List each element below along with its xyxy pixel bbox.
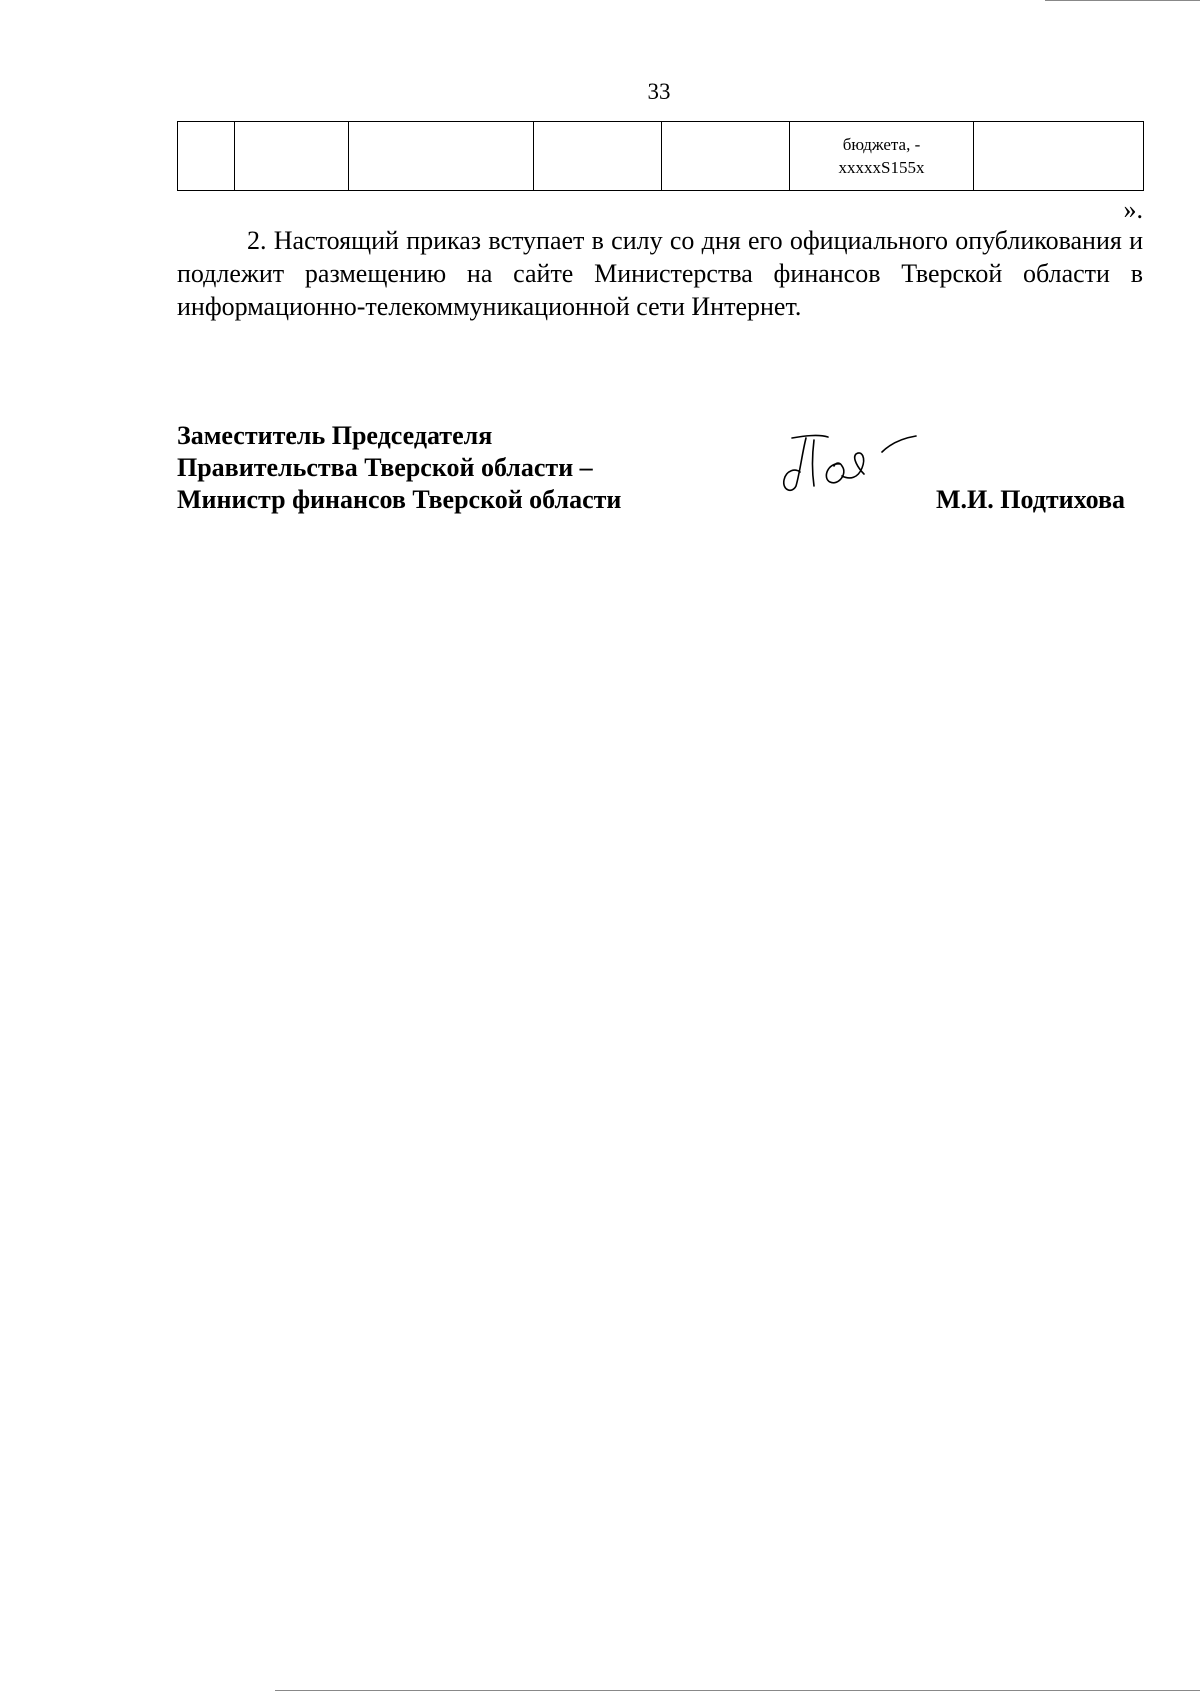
table-row [178, 122, 1144, 191]
signature-block [177, 420, 1143, 520]
table-cell [178, 122, 235, 191]
closing-quote: ». [1123, 195, 1143, 224]
table-cell [349, 122, 534, 191]
page-number: 33 [647, 79, 671, 104]
table-cell [235, 122, 349, 191]
handwritten-signature [770, 428, 930, 508]
signer-title [177, 420, 621, 516]
signer-title-line: Правительства Тверской области – [177, 453, 593, 482]
table-cell [534, 122, 662, 191]
table-cell [974, 122, 1144, 191]
scan-edge-line [1045, 0, 1200, 1]
scan-edge-line [275, 1690, 1200, 1691]
budget-table-fragment [177, 121, 1144, 191]
cell-text-line: бюджета, - [842, 135, 921, 154]
cell-text-line: xxxxxS155x [838, 158, 925, 177]
table-cell [662, 122, 790, 191]
signer-title-line: Министр финансов Тверской области [177, 485, 622, 514]
table-cell-budget-code [790, 122, 974, 191]
order-paragraph-2: 2. Настоящий приказ вступает в силу со дня его официального опубликования и подлежит размещению на сайте Министерства финансов Тверской области в информационно-телекоммуникационной сети Интернет. [177, 226, 1143, 321]
signer-name: М.И. Подтихова [935, 485, 1125, 514]
signer-title-line: Заместитель Председателя [177, 421, 493, 450]
